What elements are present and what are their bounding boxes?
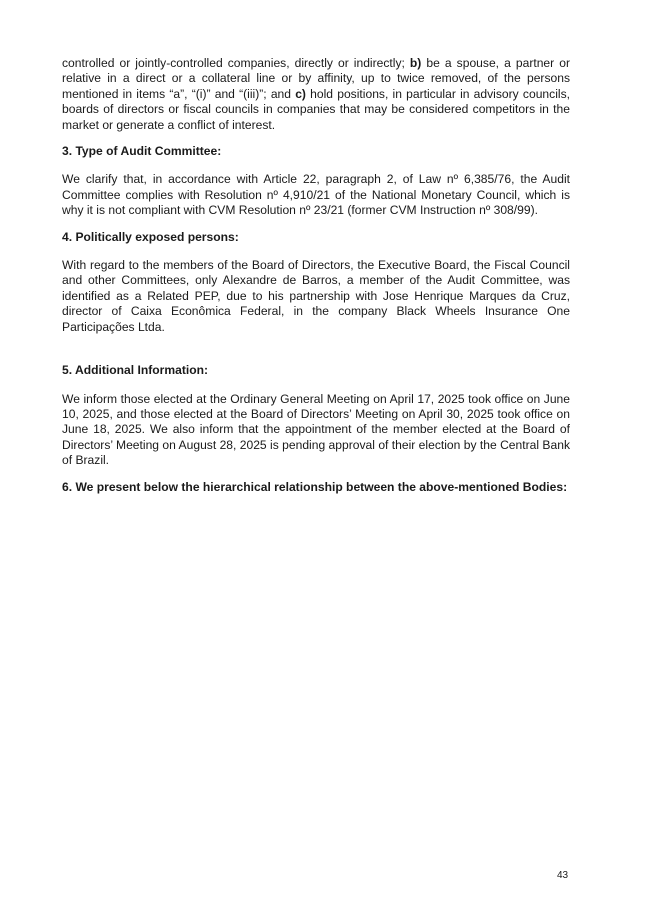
section-5-text: We inform those elected at the Ordinary General Meeting on April 17, 2025 took office on June 10, 2025, and those elected at the Board of Directors’ Meeting on April 30, 2025 took office on June 18, 2025. We also inform that the appointment of the member elected at the Board of Directors’ Meeting on August 28, 2025 is pending approval of their election by the Central Bank of Brazil. (62, 391, 570, 468)
section-5-heading: 5. Additional Information: (62, 363, 209, 378)
intro-text-2: be a spouse, a partner or relative in a direct or a collateral line or by affinity, up to twice removed, of the persons mentioned in items “a”, “(i)” and “(iii)”; and (62, 56, 570, 101)
section-4-text: With regard to the members of the Board of Directors, the Executive Board, the Fiscal Council and other Committees, only Alexandre de Barros, a member of the Audit Committee, was identified as a Related PEP, due to his partnership with Jose Henrique Marques da Cruz, director of Caixa Econômica Federal, in the company Black Wheels Insurance One Participações Ltda. (62, 258, 570, 334)
intro-paragraph (62, 56, 570, 133)
page-number: 43 (557, 870, 569, 881)
item-c-marker: c) (295, 86, 306, 101)
section-3-text: We clarify that, in accordance with Article 22, paragraph 2, of Law nº 6,385/76, the Audit Committee complies with Resolution nº 4,910/21 of the National Monetary Council, which is why it is not compliant with CVM Resolution nº 23/21 (former CVM Instruction nº 308/99). (62, 172, 570, 218)
document-page (62, 56, 570, 495)
section-6-heading: 6. We present below the hierarchical relationship between the above-mentioned Bodies: (62, 479, 568, 494)
intro-text-3: hold positions, in particular in advisory councils, boards of directors or fiscal councils in companies that may be considered competitors in the market or generate a conflict of interest. (62, 86, 570, 132)
section-4-heading: 4. Politically exposed persons: (62, 229, 239, 244)
item-b-marker: b) (409, 56, 422, 70)
section-3-heading: 3. Type of Audit Committee: (62, 144, 222, 159)
intro-text-1: controlled or jointly-controlled companies, directly or indirectly; (62, 56, 410, 70)
